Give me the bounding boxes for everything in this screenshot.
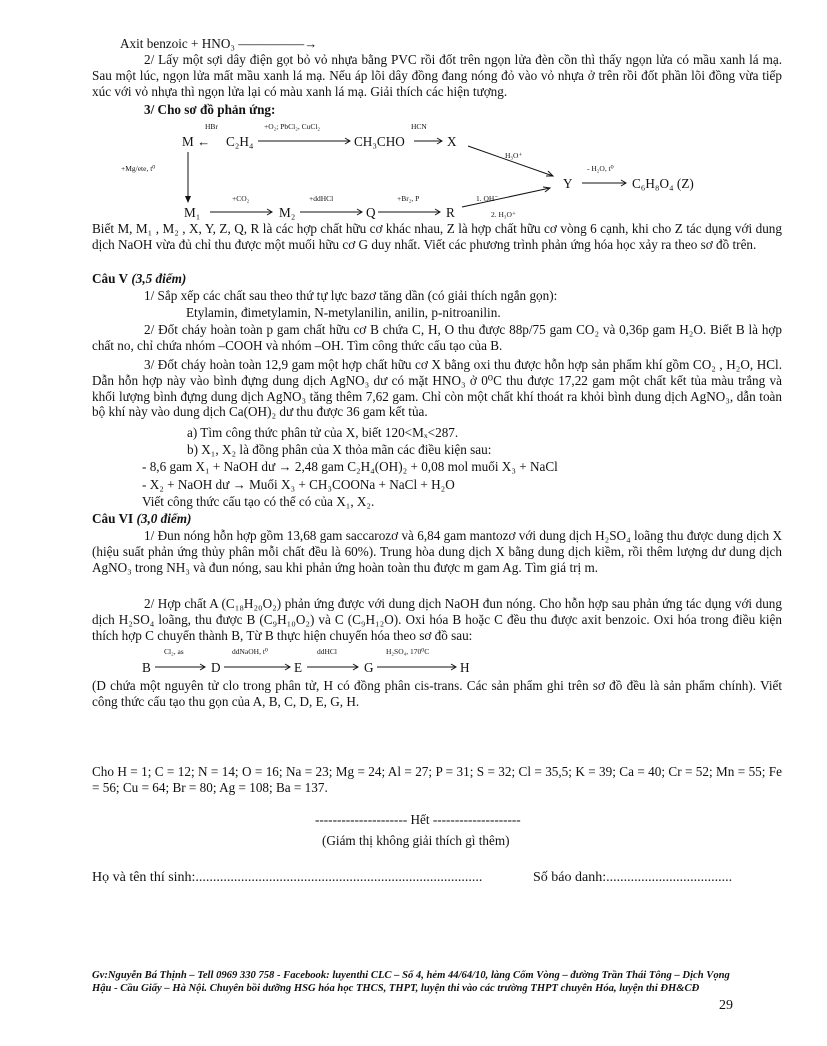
- cond-o2: +O₂; PbCl₂, CuCl₂: [264, 122, 321, 131]
- chain-h: H: [460, 660, 470, 675]
- cond-br2: +Br₂, P: [397, 194, 420, 203]
- chain-d: D: [211, 660, 221, 675]
- cond-h3o-2: 2. H₃O⁺: [491, 210, 516, 219]
- cond-h2o: - H₂O, t⁰: [587, 164, 614, 173]
- end-marker: --------------------- Hết --------------------: [315, 812, 521, 827]
- compound-r: R: [446, 205, 455, 220]
- q5-s3b: b) X₁, X₂ là đồng phân của X thỏa mãn các điều kiện sau:: [187, 442, 492, 457]
- candidate-id-field: Số báo danh:....................................: [533, 870, 733, 885]
- compound-c2h4: C₂H₄: [226, 134, 254, 149]
- q5-title: Câu V: [92, 271, 129, 286]
- compound-y: Y: [563, 176, 573, 191]
- q5-s3d: - X₂ + NaOH dư → Muối X₃ + CH₃COONa + NaCl + H₂O: [142, 477, 455, 492]
- cond-mg: +Mg/ete, t⁰: [121, 164, 156, 173]
- compound-m1: M₁: [184, 205, 201, 220]
- benzoic-nitration-line: Axit benzoic + HNO₃ ―――――→: [120, 36, 318, 51]
- q5-score: (3,5 điểm): [131, 271, 187, 286]
- page-number: 29: [719, 998, 733, 1013]
- q6-score: (3,0 điểm): [136, 511, 192, 526]
- cond-oh: 1. OH⁻: [476, 194, 499, 203]
- q5-s3a: a) Tìm công thức phân tử của X, biết 120<Mₓ<287.: [187, 425, 459, 440]
- q4-part3-body: Biết M, M₁ , M₂ , X, Y, Z, Q, R là các hợp chất hữu cơ khác nhau, Z là hợp chất hữu cơ vòng 6 cạnh, khi cho Z tác dụng với dung dịch NaOH vừa đủ chỉ thu được một muối hữu cơ G duy nhất. Viết các phương trình phản ứng hóa học xảy ra theo sơ đồ trên.: [92, 221, 782, 252]
- q6-s2: 2/ Hợp chất A (C₁₈H₂₀O₂) phản ứng được với dung dịch NaOH đun nóng. Cho hỗn hợp sau phản ứng tác dụng với dung dịch H₂SO₄ loãng, thu được B (C₉H₁₀O₂) và C (C₉H₁₂O). Oxi hóa B hoặc C đều thu được axit benzoic. Oxi hóa trong điều kiện thích hợp C chuyển thành B, Từ B thực hiện chuyển hóa theo sơ đồ sau:: [92, 596, 782, 643]
- chain-cond-4: H₂SO₄, 170⁰C: [386, 647, 430, 656]
- chain-g: G: [364, 660, 374, 675]
- atomic-masses: Cho H = 1; C = 12; N = 14; O = 16; Na = 23; Mg = 24; Al = 27; P = 31; S = 32; Cl = 35,5; K = 39; Ca = 40; Cr = 52; Mn = 55; Fe = 56; Cu = 64; Br = 80; Ag = 108; Ba = 137.: [92, 764, 782, 795]
- compound-m: M ←: [182, 134, 211, 149]
- end-note: (Giám thị không giải thích gì thêm): [322, 833, 510, 848]
- q5-s3c: - 8,6 gam X₁ + NaOH dư → 2,48 gam C₂H₄(OH)₂ + 0,08 mol muối X₃ + NaCl: [142, 459, 558, 474]
- compound-q: Q: [366, 205, 376, 220]
- chain-b: B: [142, 660, 151, 675]
- compound-ch3cho: CH₃CHO: [354, 134, 405, 149]
- q5-s1: 1/ Sắp xếp các chất sau theo thứ tự lực bazơ tăng dần (có giải thích ngắn gọn):: [144, 288, 558, 303]
- footer-text: Gv:Nguyễn Bá Thịnh – Tell 0969 330 758 - Facebook: luyenthi CLC – Số 4, hẻm 44/64/10, làng Cốm Vòng – đường Trần Thái Tông – Dịch Vọng Hậu - Cầu Giấy – Hà Nội. Chuyên bồi dưỡng HSG hóa học THCS, THPT, luyện thi vào các trường THPT chuyên Hóa, luyện thi ĐH&CĐ: [92, 970, 730, 995]
- q4-part3-heading: 3/ Cho sơ đồ phản ứng:: [144, 102, 276, 117]
- chain-cond-3: ddHCl: [317, 647, 338, 656]
- cond-co2: +CO₂: [232, 194, 250, 203]
- cond-hcl: +ddHCl: [309, 194, 334, 203]
- compound-x: X: [447, 134, 457, 149]
- cond-hbr: HBr: [205, 122, 218, 131]
- q6-s2-note: (D chứa một nguyên tử clo trong phân tử, H có đồng phân cis-trans. Các sản phẩm ghi trên sơ đồ đều là sản phẩm chính). Viết công thức cấu tạo thu gọn của A, B, C, D, E, G, H.: [92, 678, 782, 709]
- q6-s1: 1/ Đun nóng hỗn hợp gồm 13,68 gam saccarozơ và 6,84 gam mantozơ với dung dịch H₂SO₄ loãng thu được dung dịch X (hiệu suất phản ứng thủy phân mỗi chất đều là 60%). Trung hòa dung dịch X bằng dung dịch kiềm, rồi thêm lượng dư dung dịch AgNO₃ trong NH₃ và đun nóng, sau khi phản ứng hoàn toàn thu được m gam Ag. Tìm giá trị m.: [92, 528, 782, 575]
- compound-z: C₆H₈O₄ (Z): [632, 176, 694, 191]
- q6-title: Câu VI: [92, 511, 134, 526]
- q5-s3: 3/ Đốt cháy hoàn toàn 12,9 gam một hợp chất hữu cơ X bằng oxi thu được hỗn hợp sản phẩm khí gồm CO₂ , H₂O, HCl. Dẫn hỗn hợp này vào bình đựng dung dịch AgNO₃ dư có mặt HNO₃ ở 0⁰C thu được 17,22 gam một chất kết tủa màu trắng và khối lượng bình đựng dung dịch AgNO₃ tăng thêm 7,62 gam. Chỉ còn một chất khí thoát ra khỏi bình dung dịch AgNO₃, dẫn toàn bộ khí này vào dung dịch Ca(OH)₂ dư thu được 36 gam kết tủa.: [92, 357, 782, 420]
- q4-part2: 2/ Lấy một sợi dây điện gọt bỏ vỏ nhựa bằng PVC rồi đốt trên ngọn lửa đèn cồn thì thấy ngọn lửa có mầu xanh lá mạ. Sau một lúc, ngọn lửa mất mầu xanh lá mạ. Nếu áp lõi dây đồng đang nóng đỏ vào vỏ nhựa ở trên rồi đốt phần lõi đồng vừa tiếp xúc với vỏ nhựa thì ngọn lửa lại có màu xanh lá mạ. Giải thích các hiện tượng.: [92, 52, 782, 99]
- cond-hcn: HCN: [411, 122, 427, 131]
- cond-h3o: H₃O⁺: [505, 151, 523, 160]
- q5-s2: 2/ Đốt cháy hoàn toàn p gam chất hữu cơ B chứa C, H, O thu được 88p/75 gam CO₂ và 0,36p gam H₂O. Biết B là hợp chất no, chỉ chứa nhóm –COOH và nhóm –OH. Tìm công thức cấu tạo của B.: [92, 322, 782, 353]
- q5-s3e: Viết công thức cấu tạo có thể có của X₁, X₂.: [142, 494, 375, 509]
- chain-cond-1: Cl₂, as: [164, 647, 184, 656]
- compound-m2: M₂: [279, 205, 296, 220]
- chain-cond-2: ddNaOH, t⁰: [232, 647, 268, 656]
- q5-heading: [92, 271, 186, 286]
- chain-e: E: [294, 660, 303, 675]
- q5-s1-list: Etylamin, đimetylamin, N-metylanilin, anilin, p-nitroanilin.: [186, 305, 501, 320]
- candidate-name-field: Họ và tên thí sinh:..................................................................................: [92, 870, 483, 885]
- q6-heading: [92, 511, 191, 526]
